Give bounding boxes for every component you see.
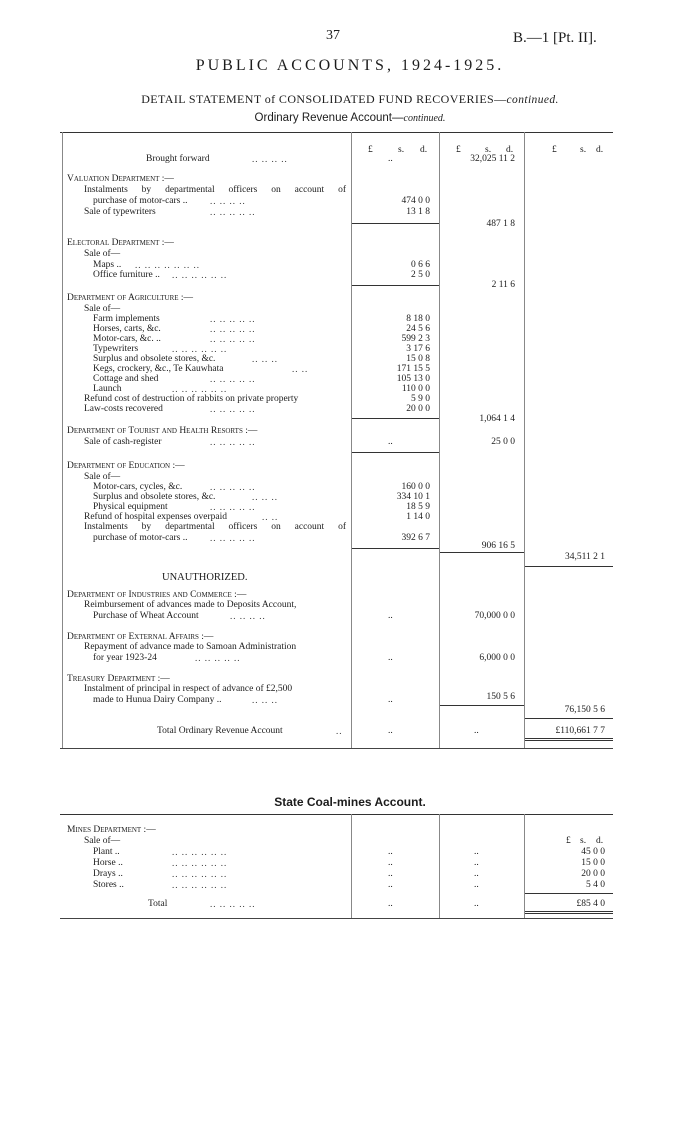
coal-plant-amount: 45 0 0 bbox=[581, 847, 605, 857]
table-cell-text: £ bbox=[456, 145, 461, 155]
leader-dots: .. .. .. .. .. .. .. bbox=[135, 260, 200, 270]
education-subtotal: 906 16 5 bbox=[481, 541, 515, 551]
table-cell-text: .. bbox=[388, 653, 393, 663]
valuation-subtotal: 487 1 8 bbox=[486, 219, 515, 229]
table-cell-text: Horses, carts, &c. bbox=[93, 324, 161, 334]
table-cell-text: .. bbox=[474, 880, 479, 890]
industries-amount: 70,000 0 0 bbox=[474, 611, 515, 621]
table-cell-text: for year 1923-24 bbox=[93, 653, 157, 663]
table-cell-text: .. bbox=[388, 726, 393, 736]
rule-line bbox=[525, 740, 613, 741]
leader-dots: .. .. .. .. .. bbox=[210, 899, 256, 909]
agriculture-subtotal: 1,064 1 4 bbox=[479, 414, 515, 424]
column-rule bbox=[439, 814, 440, 918]
table-cell-text: Instalments by departmental officers on account of bbox=[84, 522, 346, 532]
rule-line bbox=[525, 718, 613, 719]
leader-dots: .. .. .. .. .. bbox=[210, 533, 256, 543]
table-cell-text: d. bbox=[596, 145, 604, 155]
table-cell-text: 18 5 9 bbox=[406, 502, 430, 512]
table-cell-text: Sale of— bbox=[84, 304, 121, 314]
table-cell-text: Launch bbox=[93, 384, 122, 394]
unauthorized-total: 76,150 5 6 bbox=[564, 705, 605, 715]
table-cell-text: .. bbox=[388, 847, 393, 857]
page-number: 37 bbox=[326, 28, 340, 43]
table-cell-text: purchase of motor-cars .. bbox=[93, 196, 188, 206]
table-cell-text: 5 9 0 bbox=[411, 394, 430, 404]
column-rule bbox=[62, 132, 63, 748]
table-cell-text: Drays .. bbox=[93, 869, 123, 879]
table-cell-text: s. bbox=[398, 145, 405, 155]
document-reference: B.—1 [Pt. II]. bbox=[513, 30, 597, 46]
external-affairs-amount: 6,000 0 0 bbox=[479, 653, 515, 663]
table-cell-text: Motor-cars, cycles, &c. bbox=[93, 482, 183, 492]
table-cell-text: Reimbursement of advances made to Deposits Account, bbox=[84, 600, 297, 610]
table-cell-text: Sale of— bbox=[84, 836, 121, 846]
table-cell-text: 160 0 0 bbox=[401, 482, 430, 492]
leader-dots: .. .. .. .. .. bbox=[210, 207, 256, 217]
leader-dots: .. .. .. .. .. bbox=[210, 502, 256, 512]
table-cell-text: .. bbox=[388, 869, 393, 879]
coal-drays-amount: 20 0 0 bbox=[581, 869, 605, 879]
coal-total-label: Total bbox=[148, 899, 168, 909]
leader-dots: .. .. .. .. .. bbox=[210, 334, 256, 344]
table-cell-text: purchase of motor-cars .. bbox=[93, 533, 188, 543]
table-cell-text: .. bbox=[388, 154, 393, 164]
table-cell-text: Maps .. bbox=[93, 260, 122, 270]
table-cell-text: .. bbox=[388, 858, 393, 868]
table-cell-text: .. bbox=[388, 611, 393, 621]
leader-dots: .. .. .. .. .. bbox=[210, 324, 256, 334]
table-cell-text: 474 0 0 bbox=[401, 196, 430, 206]
coal-total-amount: £85 4 0 bbox=[576, 899, 605, 909]
table-cell-text: Physical equipment bbox=[93, 502, 168, 512]
table-cell-text: Sale of cash-register bbox=[84, 437, 162, 447]
table-cell-text: £ bbox=[552, 145, 557, 155]
table-cell-text: .. bbox=[474, 726, 479, 736]
leader-dots: .. .. .. .. .. .. bbox=[172, 869, 228, 879]
statement-subtitle: DETAIL STATEMENT of CONSOLIDATED FUND RECOVERIES—continued. bbox=[141, 92, 559, 106]
table-cell-text: d. bbox=[420, 145, 428, 155]
table-cell-text: Horse .. bbox=[93, 858, 123, 868]
section-title-coal-mines: State Coal-mines Account. bbox=[274, 795, 426, 809]
table-cell-text: 20 0 0 bbox=[406, 404, 430, 414]
rule-line bbox=[352, 548, 439, 549]
coal-stores-amount: 5 4 0 bbox=[586, 880, 605, 890]
rule-line bbox=[440, 552, 524, 553]
table-cell-text: .. bbox=[474, 858, 479, 868]
leader-dots: .. .. .. .. .. .. bbox=[172, 858, 228, 868]
table-cell-text: Surplus and obsolete stores, &c. bbox=[93, 492, 216, 502]
column-rule bbox=[351, 132, 352, 748]
table-cell-text: d. bbox=[506, 145, 514, 155]
table-cell-text: 2 5 0 bbox=[411, 270, 430, 280]
table-cell-text: s. bbox=[485, 145, 492, 155]
table-cell-text: Sale of typewriters bbox=[84, 207, 156, 217]
table-cell-text: Refund of hospital expenses overpaid bbox=[84, 512, 227, 522]
brought-forward-amount: 32,025 11 2 bbox=[470, 154, 515, 164]
table-cell-text: .. bbox=[474, 899, 479, 909]
table-cell-text: Purchase of Wheat Account bbox=[93, 611, 199, 621]
table-cell-text: Cottage and shed bbox=[93, 374, 159, 384]
table-cell-text: made to Hunua Dairy Company .. bbox=[93, 695, 222, 705]
leader-dots: .. .. .. .. .. bbox=[210, 482, 256, 492]
table-cell-text: .. bbox=[474, 869, 479, 879]
table-cell-text: Refund cost of destruction of rabbits on private property bbox=[84, 394, 299, 404]
rule-line bbox=[525, 911, 613, 912]
rule-line bbox=[60, 814, 613, 815]
table-cell-text: .. bbox=[474, 847, 479, 857]
leader-dots: .. .. .. .. .. .. bbox=[172, 270, 228, 280]
table-cell-text: Repayment of advance made to Samoan Administration bbox=[84, 642, 297, 652]
leader-dots: .. .. .. bbox=[252, 492, 278, 502]
table-cell-text: Stores .. bbox=[93, 880, 124, 890]
table-cell-text: 0 6 6 bbox=[411, 260, 430, 270]
leader-dots: .. .. .. .. .. bbox=[210, 314, 256, 324]
table-cell-text: 334 10 1 bbox=[396, 492, 430, 502]
rule-line bbox=[352, 285, 439, 286]
heading-tourist: Department of Tourist and Health Resorts :— bbox=[67, 426, 258, 436]
heading-electoral: Electoral Department :— bbox=[67, 238, 174, 248]
leader-dots: .. .. .. .. .. bbox=[210, 374, 256, 384]
leader-dots: .. .. .. .. .. .. bbox=[172, 384, 228, 394]
heading-unauthorized: UNAUTHORIZED. bbox=[162, 572, 248, 583]
table-cell-text: .. bbox=[388, 880, 393, 890]
table-cell-text: Plant .. bbox=[93, 847, 120, 857]
table-cell-text: Law-costs recovered bbox=[84, 404, 163, 414]
page-title: PUBLIC ACCOUNTS, 1924-1925. bbox=[195, 57, 505, 74]
treasury-amount: 150 5 6 bbox=[486, 692, 515, 702]
leader-dots: .. .. .. .. bbox=[210, 196, 246, 206]
table-cell-text: 13 1 8 bbox=[406, 207, 430, 217]
table-cell-text: £ bbox=[566, 836, 571, 846]
table-cell-text: 24 5 6 bbox=[406, 324, 430, 334]
table-cell-text: Surplus and obsolete stores, &c. bbox=[93, 354, 216, 364]
heading-mines: Mines Department :— bbox=[67, 825, 156, 835]
heading-valuation: Valuation Department :— bbox=[67, 174, 174, 184]
table-cell-text: 3 17 6 bbox=[406, 344, 430, 354]
leader-dots: .. .. .. .. .. .. bbox=[172, 880, 228, 890]
table-cell-text: .. bbox=[388, 695, 393, 705]
table-cell-text: Kegs, crockery, &c., Te Kauwhata bbox=[93, 364, 224, 374]
grand-total-amount: £110,661 7 7 bbox=[555, 726, 605, 736]
rule-line bbox=[352, 223, 439, 224]
table-cell-text: 599 2 3 bbox=[401, 334, 430, 344]
table-cell-text: Sale of— bbox=[84, 249, 121, 259]
table-cell-text: Sale of— bbox=[84, 472, 121, 482]
table-cell-text: s. bbox=[580, 836, 587, 846]
leader-dots: .. .. .. .. .. bbox=[210, 404, 256, 414]
coal-horse-amount: 15 0 0 bbox=[581, 858, 605, 868]
rule-line bbox=[525, 913, 613, 914]
leader-dots: .. .. .. bbox=[252, 695, 278, 705]
table-cell-text: 392 6 7 bbox=[401, 533, 430, 543]
heading-agriculture: Department of Agriculture :— bbox=[67, 293, 194, 303]
table-cell-text: 8 18 0 bbox=[406, 314, 430, 324]
tourist-amount: 25 0 0 bbox=[491, 437, 515, 447]
table-cell-text: 1 14 0 bbox=[406, 512, 430, 522]
table-cell-text: .. bbox=[388, 899, 393, 909]
table-cell-text: .. bbox=[388, 437, 393, 447]
leader-dots: .. .. .. .. .. bbox=[195, 653, 241, 663]
leader-dots: .. .. .. .. bbox=[230, 611, 266, 621]
table-cell-text: 110 0 0 bbox=[401, 384, 430, 394]
rule-line bbox=[525, 566, 613, 567]
leader-dots: .. .. bbox=[292, 364, 309, 374]
electoral-subtotal: 2 11 6 bbox=[491, 280, 515, 290]
table-cell-text: Instalment of principal in respect of advance of £2,500 bbox=[84, 684, 293, 694]
table-cell-text: Typewriters bbox=[93, 344, 139, 354]
grand-total-label: Total Ordinary Revenue Account bbox=[157, 726, 283, 736]
rule-line bbox=[440, 705, 524, 706]
leader-dots: .. .. .. .. .. .. bbox=[172, 344, 228, 354]
leader-dots: .. bbox=[336, 726, 343, 736]
table-cell-text: 15 0 8 bbox=[406, 354, 430, 364]
section-title-ordinary-revenue: Ordinary Revenue Account—continued. bbox=[254, 112, 446, 124]
table-cell-text: £ bbox=[368, 145, 373, 155]
rule-line bbox=[60, 748, 613, 749]
authorized-total: 34,511 2 1 bbox=[564, 552, 605, 562]
leader-dots: .. .. .. .. .. .. bbox=[172, 847, 228, 857]
heading-education: Department of Education :— bbox=[67, 461, 185, 471]
table-cell-text: 105 13 0 bbox=[396, 374, 430, 384]
table-cell-text: d. bbox=[596, 836, 604, 846]
heading-external-affairs: Department of External Affairs :— bbox=[67, 632, 214, 642]
rule-line bbox=[352, 418, 439, 419]
brought-forward-label: Brought forward bbox=[146, 154, 210, 164]
heading-treasury: Treasury Department :— bbox=[67, 674, 170, 684]
leader-dots: .. .. bbox=[262, 512, 279, 522]
table-cell-text: s. bbox=[580, 145, 587, 155]
table-cell-text: Farm implements bbox=[93, 314, 160, 324]
rule-line bbox=[352, 452, 439, 453]
table-cell-text: Office furniture .. bbox=[93, 270, 160, 280]
rule-line bbox=[525, 738, 613, 739]
leader-dots: .. .. .. .. .. bbox=[210, 437, 256, 447]
heading-industries: Department of Industries and Commerce :— bbox=[67, 590, 247, 600]
rule-line bbox=[60, 132, 613, 133]
rule-line bbox=[525, 893, 613, 894]
rule-line bbox=[60, 918, 613, 919]
table-cell-text: Instalments by departmental officers on account of bbox=[84, 185, 346, 195]
leader-dots: .. .. .. .. bbox=[252, 154, 288, 164]
table-cell-text: 171 15 5 bbox=[396, 364, 430, 374]
table-cell-text: Motor-cars, &c. .. bbox=[93, 334, 161, 344]
column-rule bbox=[351, 814, 352, 918]
leader-dots: .. .. .. bbox=[252, 354, 278, 364]
column-rule bbox=[524, 132, 525, 748]
